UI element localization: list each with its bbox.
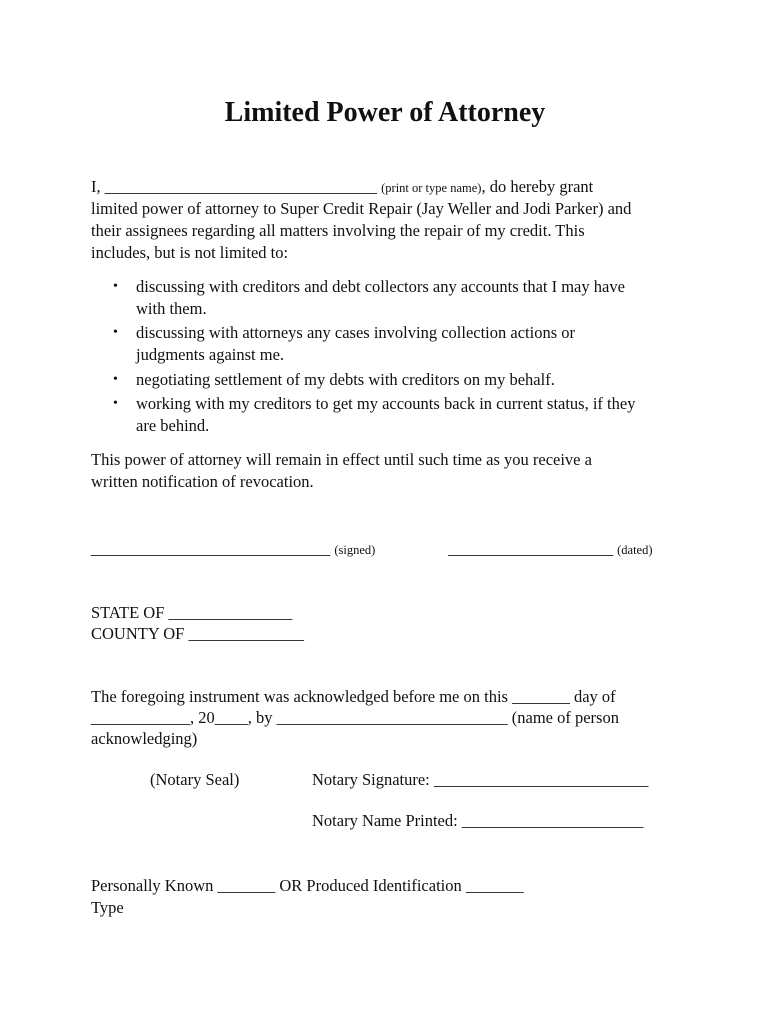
- ack-line-1[interactable]: The foregoing instrument was acknowledged before me on this _______ day of: [91, 687, 616, 706]
- identification-line-1[interactable]: Personally Known _______ OR Produced Identification _______: [91, 876, 524, 895]
- county-line[interactable]: COUNTY OF ______________: [91, 624, 304, 643]
- date-blank[interactable]: ____________________: [448, 539, 618, 558]
- document-title: Limited Power of Attorney: [224, 97, 546, 128]
- notary-name-printed-line[interactable]: Notary Name Printed: ______________________: [312, 811, 644, 830]
- signature-blank[interactable]: _____________________________: [91, 539, 335, 558]
- ack-line-2[interactable]: ____________, 20____, by ____________________________ (name of person: [91, 708, 619, 727]
- print-name-hint: (print or type name): [381, 181, 482, 195]
- bullet-item-1-line-2: with them.: [136, 299, 207, 318]
- bullet-marker: •: [113, 396, 118, 411]
- intro-line-1: [91, 176, 593, 199]
- bullet-marker: •: [113, 279, 118, 294]
- notary-seal-label: (Notary Seal): [150, 770, 240, 789]
- intro-line-3: their assignees regarding all matters involving the repair of my credit. This: [91, 221, 585, 240]
- name-blank[interactable]: I, _________________________________: [91, 177, 382, 196]
- state-line[interactable]: STATE OF _______________: [91, 603, 293, 622]
- bullet-item-2-line-2: judgments against me.: [136, 345, 285, 364]
- dated-field: [448, 538, 653, 561]
- intro-line-4: includes, but is not limited to:: [91, 243, 289, 262]
- bullet-item-4-line-1: working with my creditors to get my accounts back in current status, if they: [136, 394, 636, 413]
- bullet-item-1-line-1: discussing with creditors and debt collectors any accounts that I may have: [136, 277, 625, 296]
- bullet-marker: •: [113, 372, 118, 387]
- ack-line-3: acknowledging): [91, 729, 198, 748]
- notary-signature-line[interactable]: Notary Signature: __________________________: [312, 770, 649, 789]
- signed-field: [91, 538, 375, 561]
- effect-line-1: This power of attorney will remain in effect until such time as you receive a: [91, 450, 592, 469]
- signed-label: (signed): [334, 543, 376, 557]
- intro-line-2: limited power of attorney to Super Credit Repair (Jay Weller and Jodi Parker) and: [91, 199, 632, 218]
- identification-line-2: Type: [91, 898, 124, 917]
- dated-label: (dated): [617, 543, 653, 557]
- bullet-item-2-line-1: discussing with attorneys any cases involving collection actions or: [136, 323, 575, 342]
- effect-line-2: written notification of revocation.: [91, 472, 314, 491]
- bullet-marker: •: [113, 325, 118, 340]
- bullet-item-3-line-1: negotiating settlement of my debts with creditors on my behalf.: [136, 370, 555, 389]
- intro-grant-text: , do hereby grant: [481, 177, 594, 196]
- bullet-item-4-line-2: are behind.: [136, 416, 210, 435]
